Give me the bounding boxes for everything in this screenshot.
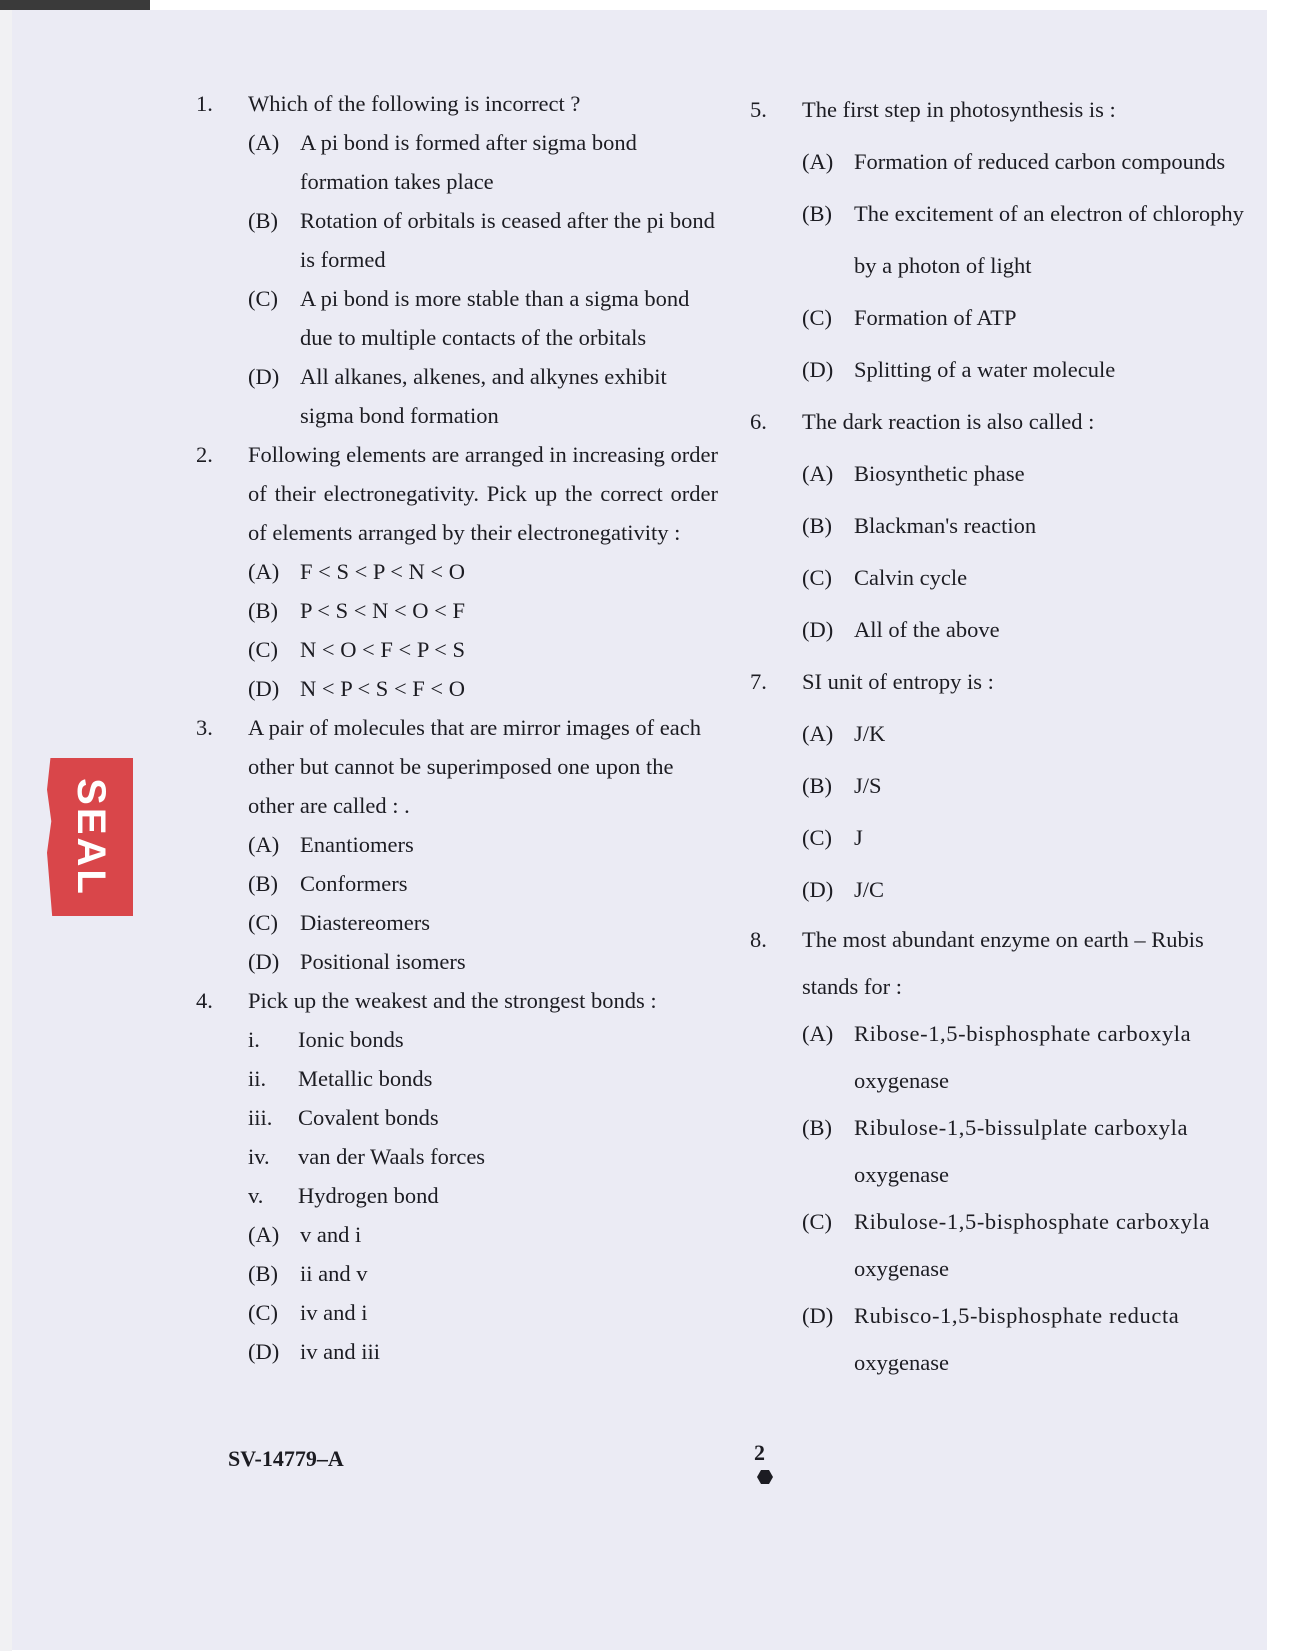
option-c <box>802 1198 1310 1292</box>
option-text: Diastereomers <box>300 910 430 935</box>
option-label: (B) <box>802 773 832 798</box>
option-text-continued: oxygenase <box>854 1068 949 1093</box>
option-text: All of the above <box>854 617 1000 642</box>
question-text: Which of the following is incorrect ? <box>248 91 581 116</box>
option-text: v and i <box>300 1222 362 1247</box>
option-label: (C) <box>248 286 278 311</box>
option-d <box>248 1332 736 1371</box>
option-c <box>248 630 736 669</box>
question-8 <box>750 916 1310 1386</box>
option-label: (D) <box>248 949 280 974</box>
option-b <box>248 1254 736 1293</box>
statement-label: v. <box>248 1183 264 1208</box>
statement-text: Ionic bonds <box>298 1027 404 1052</box>
paper-code: SV-14779–A <box>228 1446 344 1471</box>
option-c <box>248 903 736 942</box>
question-number: 4. <box>196 988 213 1013</box>
question-number: 8. <box>750 927 767 952</box>
option-b <box>802 760 1310 812</box>
question-4 <box>196 981 736 1371</box>
statement-text: van der Waals forces <box>298 1144 486 1169</box>
page-number: 2 <box>754 1440 765 1465</box>
option-text: ii and v <box>300 1261 368 1286</box>
option-a <box>248 552 736 591</box>
statement-text: Covalent bonds <box>298 1105 439 1130</box>
option-text: by a photon of light <box>854 253 1032 278</box>
option-label: (D) <box>248 364 280 389</box>
option-label: (C) <box>248 1300 278 1325</box>
option-c <box>802 812 1310 864</box>
question-number: 5. <box>750 97 767 122</box>
question-number: 2. <box>196 442 213 467</box>
option-text: Enantiomers <box>300 832 414 857</box>
option-label: (D) <box>802 1303 834 1328</box>
option-label: (D) <box>248 676 280 701</box>
option-b <box>248 864 736 903</box>
option-text: The excitement of an electron of chlorophy <box>854 201 1244 226</box>
option-text: P < S < N < O < F <box>300 598 465 623</box>
option-text: Positional isomers <box>300 949 466 974</box>
option-a <box>248 123 736 201</box>
option-text: J/S <box>854 773 882 798</box>
option-text: Formation of ATP <box>854 305 1017 330</box>
question-1 <box>196 84 736 435</box>
statement-text: Metallic bonds <box>298 1066 433 1091</box>
option-d <box>248 942 736 981</box>
question-number: 7. <box>750 669 767 694</box>
question-number: 6. <box>750 409 767 434</box>
option-label: (B) <box>248 1261 278 1286</box>
option-label: (A) <box>802 149 834 174</box>
option-text: Ribose-1,5-bisphosphate carboxyla <box>854 1021 1192 1046</box>
statement-text: Hydrogen bond <box>298 1183 439 1208</box>
option-text: Blackman's reaction <box>854 513 1037 538</box>
seal-label: SEAL <box>68 777 113 897</box>
option-c <box>802 552 1310 604</box>
option-text: iv and i <box>300 1300 368 1325</box>
question-text: The most abundant enzyme on earth – Rubis <box>802 927 1204 952</box>
statement-label: iii. <box>248 1105 273 1130</box>
option-text: Biosynthetic phase <box>854 461 1025 486</box>
question-5 <box>750 84 1310 396</box>
option-a <box>802 136 1310 188</box>
question-text-continued: stands for : <box>802 974 902 999</box>
option-text: J/K <box>854 721 886 746</box>
question-text: Following elements are arranged in increasing order of their electronegativity. Pick up the correct order of elements arranged by their electronegativity : <box>248 442 718 545</box>
question-number: 1. <box>196 91 213 116</box>
option-text: N < O < F < P < S <box>300 637 465 662</box>
option-text: All alkanes, alkenes, and alkynes exhibit sigma bond formation <box>300 364 667 428</box>
option-text: Rotation of orbitals is ceased after the pi bond is formed <box>300 208 715 272</box>
option-d <box>248 669 736 708</box>
option-c <box>802 292 1310 344</box>
option-label: (A) <box>248 1222 280 1247</box>
left-column <box>196 84 736 1371</box>
option-label: (A) <box>802 461 834 486</box>
question-text: SI unit of entropy is : <box>802 669 994 694</box>
statement-iv <box>248 1137 736 1176</box>
option-label: (B) <box>248 598 278 623</box>
option-label: (D) <box>802 617 834 642</box>
option-d <box>802 1292 1310 1386</box>
option-label: (A) <box>248 559 280 584</box>
option-label: (D) <box>248 1339 280 1364</box>
option-text-continued: oxygenase <box>854 1350 949 1375</box>
scan-edge-top <box>0 0 150 10</box>
option-text: Rubisco-1,5-bisphosphate reducta <box>854 1303 1180 1328</box>
option-label: (C) <box>802 565 832 590</box>
statement-label: iv. <box>248 1144 270 1169</box>
scan-edge-left <box>0 0 12 1651</box>
option-text-continued: oxygenase <box>854 1162 949 1187</box>
statement-v <box>248 1176 736 1215</box>
option-label: (B) <box>248 871 278 896</box>
statement-iii <box>248 1098 736 1137</box>
question-6 <box>750 396 1310 656</box>
option-a <box>802 448 1310 500</box>
option-label: (A) <box>802 1021 834 1046</box>
statement-label: ii. <box>248 1066 267 1091</box>
option-label: (A) <box>802 721 834 746</box>
option-b <box>802 188 1310 240</box>
option-label: (C) <box>248 637 278 662</box>
option-text: Splitting of a water molecule <box>854 357 1116 382</box>
question-number: 3. <box>196 715 213 740</box>
statement-ii <box>248 1059 736 1098</box>
option-text: iv and iii <box>300 1339 380 1364</box>
option-text: Ribulose-1,5-bisphosphate carboxyla <box>854 1209 1210 1234</box>
option-text: A pi bond is more stable than a sigma bond due to multiple contacts of the orbitals <box>300 286 690 350</box>
option-label: (D) <box>802 357 834 382</box>
option-label: (B) <box>248 208 278 233</box>
option-a <box>802 1010 1310 1104</box>
option-label: (A) <box>248 832 280 857</box>
statement-i <box>248 1020 736 1059</box>
option-b <box>802 1104 1310 1198</box>
option-b-continued <box>802 240 1310 292</box>
option-label: (B) <box>802 513 832 538</box>
option-text: J <box>854 825 863 850</box>
option-text: Formation of reduced carbon compounds <box>854 149 1226 174</box>
option-text: Conformers <box>300 871 408 896</box>
option-label: (C) <box>802 305 832 330</box>
option-d <box>802 344 1310 396</box>
option-b <box>248 591 736 630</box>
option-b <box>248 201 736 279</box>
option-d <box>802 604 1310 656</box>
option-label: (B) <box>802 201 832 226</box>
question-3 <box>196 708 736 981</box>
option-text: A pi bond is formed after sigma bond formation takes place <box>300 130 637 194</box>
right-column <box>750 80 1267 1380</box>
question-text: A pair of molecules that are mirror images of each other but cannot be superimposed one upon the other are called : . <box>248 715 701 818</box>
option-text: N < P < S < F < O <box>300 676 465 701</box>
option-text: Calvin cycle <box>854 565 968 590</box>
option-label: (C) <box>802 1209 832 1234</box>
statement-label: i. <box>248 1027 260 1052</box>
option-b <box>802 500 1310 552</box>
option-label: (C) <box>802 825 832 850</box>
option-d <box>248 357 736 435</box>
question-text: The first step in photosynthesis is : <box>802 97 1116 122</box>
option-text: F < S < P < N < O <box>300 559 465 584</box>
option-text: J/C <box>854 877 885 902</box>
question-2 <box>196 435 736 708</box>
option-d <box>802 864 1310 916</box>
option-c <box>248 1293 736 1332</box>
option-a <box>802 708 1310 760</box>
option-c <box>248 279 736 357</box>
option-label: (D) <box>802 877 834 902</box>
option-text-continued: oxygenase <box>854 1256 949 1281</box>
option-label: (A) <box>248 130 280 155</box>
option-label: (B) <box>802 1115 832 1140</box>
question-text: The dark reaction is also called : <box>802 409 1095 434</box>
question-text: Pick up the weakest and the strongest bonds : <box>248 988 657 1013</box>
option-text: Ribulose-1,5-bissulplate carboxyla <box>854 1115 1189 1140</box>
option-label: (C) <box>248 910 278 935</box>
option-a <box>248 825 736 864</box>
question-7 <box>750 656 1310 916</box>
option-a <box>248 1215 736 1254</box>
